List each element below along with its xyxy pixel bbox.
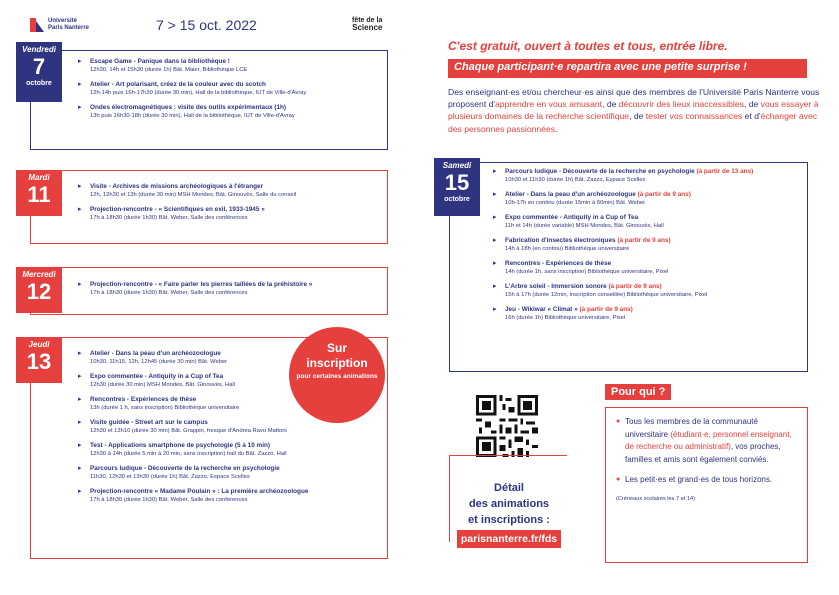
audience-item1c: , vos proches, familles et amis sont également conviés. — [625, 442, 781, 464]
day-name: Mercredi — [22, 270, 56, 279]
event-title: ▸ Atelier - Dans la peau d'un archéozoologue — [90, 350, 221, 357]
event-item — [493, 306, 805, 322]
event-item — [78, 206, 383, 222]
event-item — [78, 442, 378, 458]
day-tag-friday — [16, 42, 62, 102]
day-number: 11 — [27, 182, 51, 207]
event-detail: 11h et 14h (durée variable) MSH Mondes, Bât. Ginouvès, Hall — [505, 223, 664, 229]
event-age: (à partir de 13 ans) — [696, 168, 754, 175]
event-title-text: L'Arbre soleil - Immersion sonore — [505, 283, 607, 290]
event-item — [78, 488, 378, 504]
event-detail: 14h à 18h (en continu) Bibliothèque universitaire — [505, 246, 630, 252]
audience-item1b: (étudiant·e, personnel enseignant, de recherche ou administratif) — [625, 429, 792, 451]
day-number: 15 — [444, 170, 470, 195]
day-name: Samedi — [442, 161, 472, 170]
event-detail: 12h30 à 14h (durée 5 min à 20 min, sans inscription) hall du Bât. Zazzo, Hall — [90, 451, 287, 457]
registration-badge — [289, 327, 385, 423]
event-title — [505, 306, 805, 314]
event-title: ▸ Projection-rencontre « Madame Poulain » : La première archéozoologue — [90, 488, 309, 495]
event-item — [493, 214, 805, 230]
events-wednesday — [78, 281, 383, 304]
audience-item2: Les petit·es et grand·es de tous horizons. — [625, 475, 773, 484]
event-detail: 15h à 17h (durée 12min, inscription conseillée) Bibliothèque universitaire, Pixel — [505, 292, 708, 298]
detail-line1: Détail — [494, 482, 524, 494]
event-title: ▸ Test - Applications smartphone de psychologie (5 à 10 min) — [90, 442, 271, 449]
day-tag-saturday — [434, 158, 480, 216]
event-title: ▸ Ondes électromagnétiques : visite des outils expérimentaux (1h) — [90, 104, 287, 111]
event-title: ▸ Visite - Archives de missions archéologiques à l'étranger — [90, 183, 264, 190]
event-title — [505, 214, 805, 222]
event-title: ▸ Rencontres - Expériences de thèse — [90, 396, 197, 403]
univ-line2: Paris Nanterre — [48, 25, 90, 31]
event-item — [78, 281, 383, 297]
event-detail: 14h (durée 1h, sans inscription) Bibliothèque universitaire, Pixel — [505, 269, 669, 275]
event-title — [505, 237, 805, 245]
event-item — [78, 183, 383, 199]
intro-f: vous essayer à plusieurs domaines de la recherche scientifique — [448, 99, 819, 122]
intro-h: tester vos connaissances — [645, 111, 743, 122]
event-title — [505, 283, 805, 291]
event-title — [505, 168, 805, 176]
audience-heading: Pour qui ? — [605, 384, 671, 400]
badge-line3: pour certaines animations — [296, 373, 378, 380]
university-logo — [30, 18, 89, 32]
event-item — [493, 168, 805, 184]
audience-box — [605, 407, 808, 563]
event-item — [78, 465, 378, 481]
event-item — [493, 237, 805, 253]
event-detail: 10h30 et 11h30 (durée 1h) Bât. Zazzo, Espace Scelles — [505, 177, 646, 183]
event-age: (à partir de 9 ans) — [608, 283, 662, 290]
detail-block — [450, 480, 568, 548]
event-title: ▸ Projection-rencontre - « Scientifiques en exil, 1933-1945 » — [90, 206, 265, 213]
audience-item1a: Tous les membres de la communauté universitaire — [625, 417, 758, 439]
intro-d: découvrir des lieux inaccessibles — [618, 99, 744, 110]
day-tag-thursday — [16, 337, 62, 383]
intro-g: , de — [629, 111, 646, 122]
events-friday — [78, 58, 383, 127]
day-number: 7 — [32, 54, 46, 79]
intro-i: et d' — [742, 111, 761, 122]
event-detail: 10h-17h en continu (durée 15min à 60min) Bât. Weber — [505, 200, 646, 206]
event-detail: 10h30, 11h15, 12h, 12h45 (durée 30 min) Bât. Weber — [90, 359, 228, 365]
intro-e: , de — [743, 99, 761, 110]
intro-a: Des enseignant·es et/ou chercheur·es ainsi que des membres de l'Université Paris Nanterre vous proposent d' — [448, 87, 820, 110]
logo-mark-icon — [30, 18, 44, 32]
event-detail: 17h à 18h30 (durée 1h30) Bât. Weber, Salle des conférences — [90, 215, 248, 221]
event-detail: 17h à 18h30 (durée 1h30) Bât. Weber, Salle des conférences — [90, 290, 248, 296]
day-name: Vendredi — [22, 45, 56, 54]
detail-divider-top — [449, 455, 567, 456]
event-title-text: Parcours ludique - Découverte de la recherche en psychologie — [505, 168, 695, 175]
intro-k: . — [555, 123, 558, 134]
events-tuesday — [78, 183, 383, 229]
fete-line1: fête de la — [352, 17, 383, 24]
event-detail: 12h30, 14h et 15h30 (durée 1h) Bât. Maier, Bibliothèque LCE — [90, 67, 248, 73]
event-item — [493, 283, 805, 299]
event-item — [493, 191, 805, 207]
event-detail: 11h30, 12h30 et 13h30 (durée 1h) Bât. Zazzo, Espace Scelles — [90, 474, 250, 480]
event-title: ▸ Atelier - Art polarisant, créez de la couleur avec du scotch — [90, 81, 266, 88]
event-title: ▸ Expo commentée - Antiquity in a Cup of Tea — [90, 373, 224, 380]
free-entry-text: C'est gratuit, ouvert à toutes et tous, entrée libre. — [448, 39, 728, 53]
event-title: ▸ Escape Game - Panique dans la bibliothèque ! — [90, 58, 230, 65]
day-tag-wednesday — [16, 267, 62, 313]
event-title-text: Jeu - Wikiwar « Climat » — [505, 306, 578, 313]
fete-line2: Science — [352, 23, 383, 32]
event-item — [493, 260, 805, 276]
audience-item — [616, 416, 797, 466]
day-month: octobre — [444, 196, 470, 203]
event-title: ▸ Projection-rencontre - « Faire parler les pierres taillées de la préhistoire » — [90, 281, 313, 288]
event-age: (à partir de 9 ans) — [637, 191, 691, 198]
event-title-text: Rencontres - Expériences de thèse — [505, 260, 612, 267]
event-detail: 17h à 18h30 (durée 1h30) Bât. Weber, Salle des conférences — [90, 497, 248, 503]
event-title: ▸ Visite guidée - Street art sur le campus — [90, 419, 208, 426]
badge-line2: inscription — [306, 356, 368, 370]
event-item — [78, 81, 383, 97]
website-link[interactable]: parisnanterre.fr/fds — [457, 530, 561, 548]
day-number: 13 — [26, 349, 52, 374]
event-dates: 7 > 15 oct. 2022 — [156, 17, 257, 33]
event-title: ▸ Parcours ludique - Découverte de la recherche en psychologie — [90, 465, 280, 472]
event-title — [505, 191, 805, 199]
day-tag-tuesday — [16, 170, 62, 216]
event-detail: 16h (durée 1h) Bibliothèque universitaire, Pixel — [505, 315, 626, 321]
event-age: (à partir de 9 ans) — [579, 306, 633, 313]
surprise-banner: Chaque participant·e repartira avec une petite surprise ! — [448, 59, 807, 78]
badge-line1: Sur — [326, 341, 347, 355]
event-item — [78, 58, 383, 74]
event-title-text: Expo commentée - Antiquity in a Cup of Tea — [505, 214, 639, 221]
day-number: 12 — [26, 279, 52, 304]
intro-c: , de — [602, 99, 619, 110]
intro-j: échanger avec des personnes passionnées — [448, 111, 818, 134]
intro-b: apprendre en vous amusant — [495, 99, 603, 110]
event-detail: 12h, 12h30 et 13h (durée 30 min) MSH Mondes, Bât. Ginouvès, Salle du conseil — [90, 192, 297, 198]
qr-code-icon[interactable] — [476, 395, 538, 457]
detail-line2: des animations — [468, 498, 550, 510]
fete-science-logo — [352, 17, 382, 31]
univ-line1: Université — [48, 18, 78, 24]
event-age: (à partir de 9 ans) — [617, 237, 671, 244]
school-note: (Créneaux scolaires les 7 et 14) — [616, 495, 695, 502]
intro-paragraph — [448, 86, 820, 135]
event-detail: 12h30 (durée 30 min) MSH Mondes, Bât. Ginouvès, Hall — [90, 382, 235, 388]
event-detail: 13h (durée 1 h, sans inscription) Bibliothèque universitaire — [90, 405, 240, 411]
day-month: octobre — [26, 80, 52, 87]
event-detail: 12h30 et 13h10 (durée 30 min) Bât. Grappin, fresque d'Andrea Ravo Mattoni — [90, 428, 287, 434]
events-saturday — [493, 168, 805, 329]
event-detail: 12h-14h puis 16h-17h30 (durée 30 min), Hall de la bibliothèque, IUT de Ville-d'Avray — [90, 90, 307, 96]
event-title — [505, 260, 805, 268]
day-name: Jeudi — [28, 340, 50, 349]
day-name: Mardi — [28, 173, 50, 182]
event-title-text: Fabrication d'insectes électroniques — [505, 237, 616, 244]
event-detail: 13h puis 16h30-18h (durée 30 min), Hall de la bibliothèque, IUT de Ville-d'Avray — [90, 113, 295, 119]
event-title-text: Atelier - Dans la peau d'un archéozoologue — [505, 191, 636, 198]
audience-item — [616, 474, 797, 487]
logo-text — [48, 18, 89, 32]
detail-line3: et inscriptions : — [468, 514, 550, 526]
event-item — [78, 104, 383, 120]
